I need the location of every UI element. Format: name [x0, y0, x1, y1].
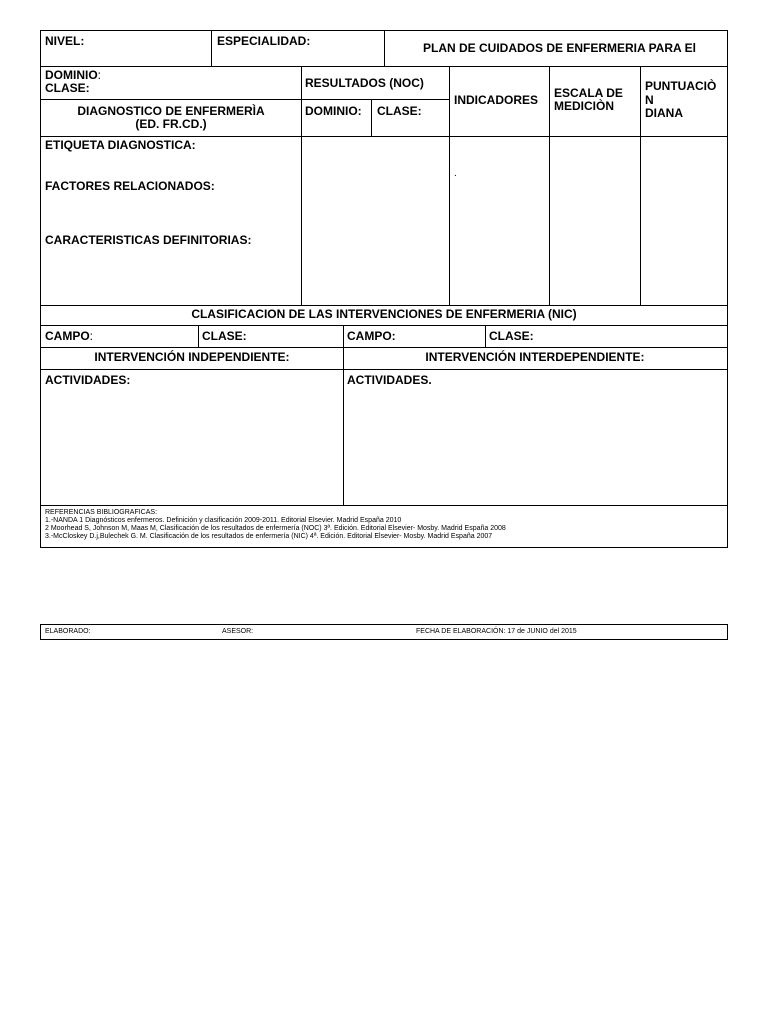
border-bottom: [40, 547, 728, 548]
border-right: [727, 30, 728, 548]
reference-item: 2 Moorhead S, Johnson M, Maas M, Clasificación de los resultados de enfermería (NOC) 3ª. Edición. Editorial Elsevier- Mosby. Madrid España 2008: [45, 525, 506, 532]
actividades-left-label: ACTIVIDADES:: [45, 373, 131, 387]
factores-relacionados-label: FACTORES RELACIONADOS:: [45, 179, 215, 193]
asesor-label: ASESOR:: [222, 628, 254, 635]
actividades-right-label: ACTIVIDADES.: [347, 373, 432, 387]
fecha-elaboracion: FECHA DE ELABORACIÓN: 17 de JUNIO del 2015: [416, 628, 577, 635]
etiqueta-diagnostica-label: ETIQUETA DIAGNOSTICA:: [45, 138, 196, 152]
reference-item: 3.-McCloskey D.j,Bulechek G. M. Clasificación de los resultados de enfermería (NIC) 4ª. Edición. Editorial Elsevier- Mosby. Madrid España 2007: [45, 533, 493, 540]
footer-border-bottom: [40, 639, 728, 640]
escala-header-line2: MEDICIÒN: [554, 99, 614, 113]
divider: [549, 66, 550, 306]
nic-title: CLASIFICACION DE LAS INTERVENCIONES DE ENFERMERIA (NIC): [191, 307, 577, 321]
divider: [40, 369, 728, 370]
dominio-colon: :: [97, 68, 102, 82]
divider: [371, 99, 372, 137]
nivel-label: NIVEL:: [45, 34, 85, 48]
divider: [211, 30, 212, 67]
campo-left-text: CAMPO: [45, 329, 90, 343]
diagnostico-header-line2: (ED. FR.CD.): [135, 117, 207, 131]
divider: [40, 66, 728, 67]
divider: [40, 305, 728, 306]
puntuacion-header-line2: N: [645, 93, 654, 107]
divider: [40, 136, 728, 137]
divider: [301, 66, 302, 306]
campo-right-label: CAMPO:: [347, 329, 396, 343]
clase-left-label: CLASE:: [202, 329, 247, 343]
divider: [40, 99, 450, 100]
especialidad-label: ESPECIALIDAD:: [217, 34, 311, 48]
campo-left-colon: :: [89, 329, 94, 343]
clase-right-label: CLASE:: [489, 329, 534, 343]
caracteristicas-definitorias-label: CARACTERISTICAS DEFINITORIAS:: [45, 233, 252, 247]
puntuacion-header-line1: PUNTUACIÒ: [645, 79, 717, 93]
divider: [40, 505, 728, 506]
divider: [449, 66, 450, 306]
footer-border-top: [40, 624, 728, 625]
footer-border-right: [727, 624, 728, 640]
divider: [384, 30, 385, 67]
diagnostico-header-line1: DIAGNOSTICO DE ENFERMERÌA: [77, 104, 265, 118]
reference-item: 1.-NANDA 1 Diagnósticos enfermeros. Definición y clasificación 2009-2011. Editorial Elsevier. Madrid España 2010: [45, 517, 402, 524]
dominio-text: DOMINIO: [45, 68, 98, 82]
indicadores-header: INDICADORES: [454, 93, 539, 107]
divider: [40, 325, 728, 326]
noc-dominio-label: DOMINIO:: [305, 104, 362, 118]
puntuacion-header-line3: DIANA: [645, 106, 683, 120]
divider: [198, 325, 199, 347]
indicator-mark: .: [454, 168, 457, 179]
divider: [40, 347, 728, 348]
divider: [640, 66, 641, 306]
escala-header-line1: ESCALA DE: [554, 86, 623, 100]
intervencion-independiente-header: INTERVENCIÓN INDEPENDIENTE:: [94, 350, 290, 364]
noc-clase-label: CLASE:: [377, 104, 422, 118]
intervencion-interdependiente-header: INTERVENCIÓN INTERDEPENDIENTE:: [425, 350, 645, 364]
resultados-noc-header: RESULTADOS (NOC): [305, 76, 424, 90]
divider: [485, 325, 486, 347]
references-block: [45, 509, 506, 541]
campo-left-label: [45, 330, 93, 343]
references-title: REFERENCIAS BIBLIOGRAFICAS:: [45, 509, 158, 516]
plan-title: PLAN DE CUIDADOS DE ENFERMERIA PARA El: [423, 41, 696, 55]
elaborado-label: ELABORADO:: [45, 628, 91, 635]
clase-label: CLASE:: [45, 81, 90, 95]
footer-border-left: [40, 624, 41, 640]
